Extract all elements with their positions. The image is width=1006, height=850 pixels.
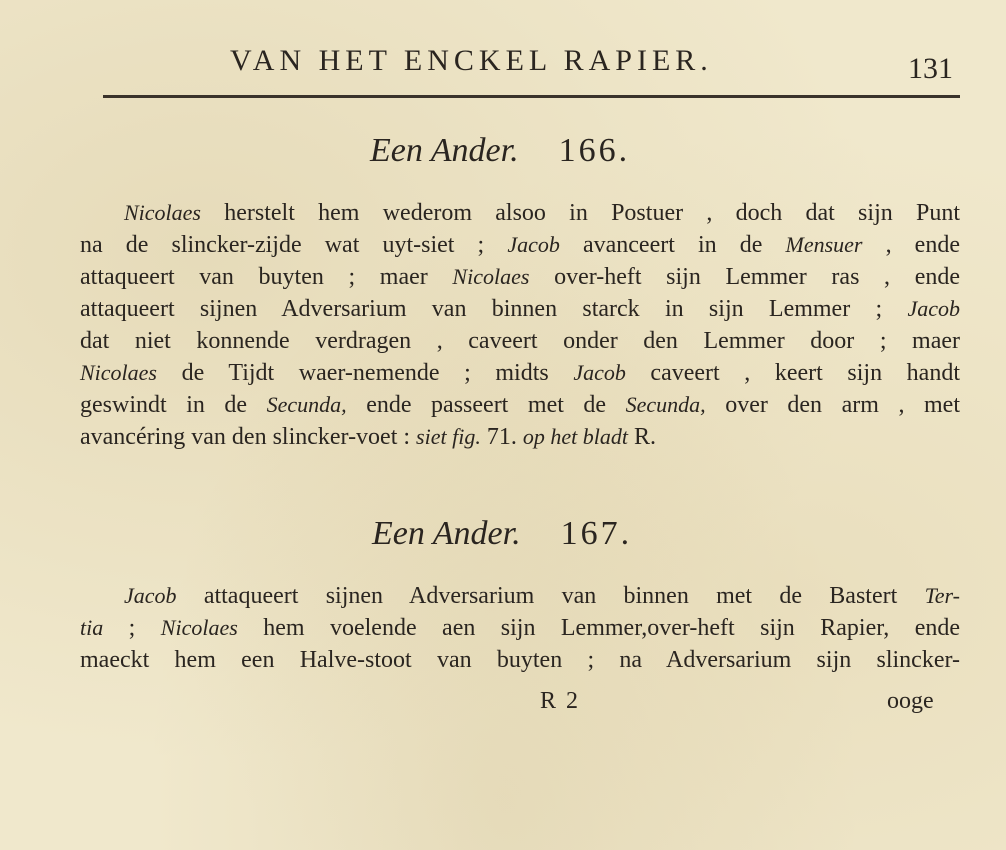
text-run: de Tijdt waer-nemende ; midts xyxy=(157,360,574,386)
text-run: , ende xyxy=(862,232,960,258)
paragraph-166 xyxy=(80,197,960,453)
text-run: na de slincker-zijde wat uyt-siet ; xyxy=(80,232,508,258)
text-run: over den arm , met xyxy=(705,392,960,418)
text-run: avancéring van den slincker-voet : xyxy=(80,424,417,450)
text-line xyxy=(80,644,960,676)
text-line xyxy=(80,389,960,421)
text-run: 71. xyxy=(480,424,523,450)
text-line xyxy=(80,293,960,325)
text-line xyxy=(80,197,960,229)
header-rule xyxy=(103,95,960,98)
heading-number: 166. xyxy=(558,132,631,169)
text-run: avanceert in de xyxy=(559,232,786,258)
text-line xyxy=(80,325,960,357)
section-heading-166 xyxy=(370,132,630,170)
signature-mark: R 2 xyxy=(540,688,581,714)
text-line xyxy=(80,357,960,389)
italic-run: Nicolaes xyxy=(160,615,238,640)
text-run: hem voelende aen sijn Lemmer,over-heft sijn Rapier, ende xyxy=(237,615,960,641)
text-line xyxy=(80,229,960,261)
page-number: 131 xyxy=(908,52,953,85)
heading-word: Een Ander. xyxy=(372,515,521,552)
text-run: attaqueert van buyten ; maer xyxy=(80,264,453,290)
text-line xyxy=(80,580,960,612)
heading-word: Een Ander. xyxy=(370,132,519,169)
italic-run: Jacob xyxy=(907,296,960,321)
italic-run: Jacob xyxy=(124,583,177,608)
catchword: ooge xyxy=(887,688,934,714)
text-run: caveert , keert sijn handt xyxy=(625,360,960,386)
text-run: attaqueert sijnen Adversarium van binnen starck in sijn Lemmer ; xyxy=(80,296,908,322)
text-run: R. xyxy=(627,424,656,450)
paragraph-167 xyxy=(80,580,960,676)
italic-run: Secunda, xyxy=(266,392,347,417)
italic-run: Secunda, xyxy=(625,392,706,417)
italic-run: Jacob xyxy=(573,360,626,385)
italic-run: tia xyxy=(80,615,104,640)
text-run: over-heft sijn Lemmer ras , ende xyxy=(529,264,960,290)
italic-run: Nicolaes xyxy=(80,360,157,385)
heading-number: 167. xyxy=(560,515,633,552)
text-run: ; xyxy=(103,615,161,641)
text-run: attaqueert sijnen Adversarium van binnen met de Bastert xyxy=(176,583,925,609)
text-run: maeckt hem een Halve-stoot van buyten ; na Adversarium sijn slincker- xyxy=(80,647,960,673)
section-heading-167 xyxy=(372,515,632,553)
italic-run: Jacob xyxy=(507,232,560,257)
italic-run: siet fig. xyxy=(416,424,481,449)
running-head: VAN HET ENCKEL RAPIER. xyxy=(230,44,713,77)
italic-run: Mensuer xyxy=(785,232,863,257)
italic-run: op het bladt xyxy=(522,424,628,449)
text-run: geswindt in de xyxy=(80,392,267,418)
text-line xyxy=(80,421,960,453)
text-line xyxy=(80,261,960,293)
italic-run: Nicolaes xyxy=(452,264,530,289)
italic-run: Nicolaes xyxy=(124,200,201,225)
text-run: herstelt hem wederom alsoo in Postuer , doch dat sijn Punt xyxy=(201,200,960,226)
text-run: dat niet konnende verdragen , caveert onder den Lemmer door ; maer xyxy=(80,328,960,354)
text-run: ende passeert met de xyxy=(346,392,626,418)
italic-run: Ter- xyxy=(924,583,960,608)
text-line xyxy=(80,612,960,644)
